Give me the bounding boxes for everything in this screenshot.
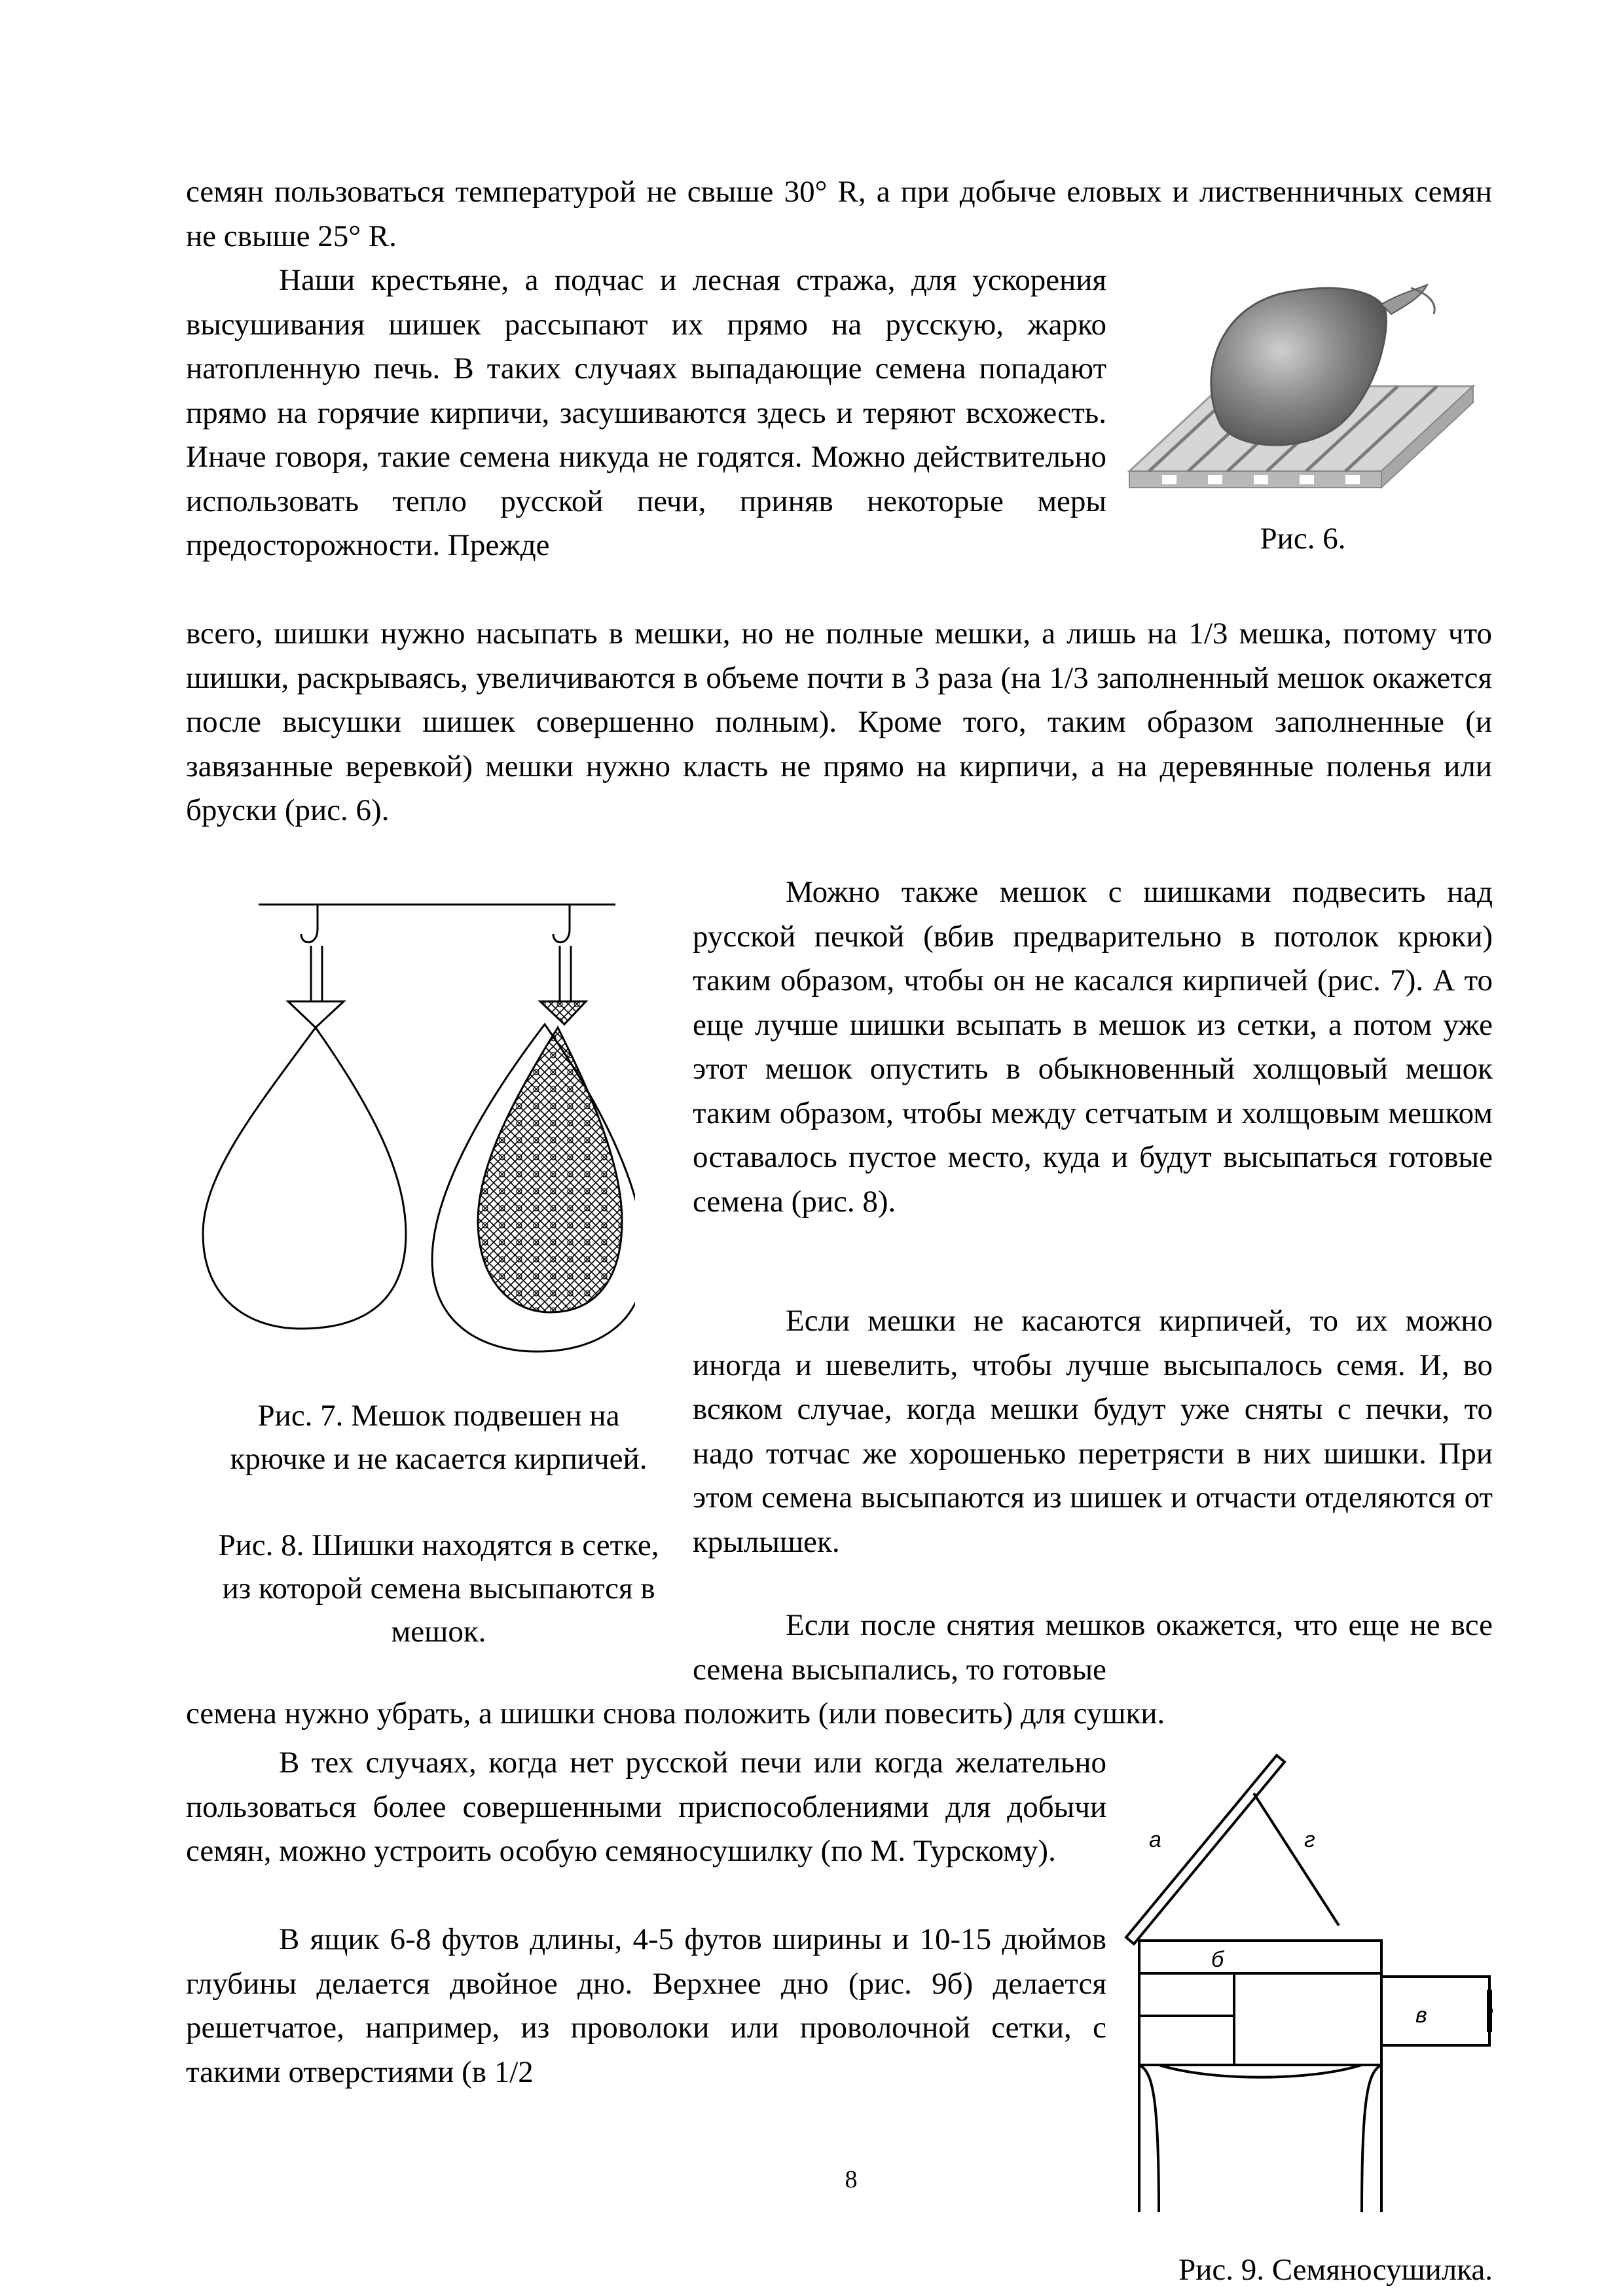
figure-9-caption: Рис. 9. Семяносушилка. <box>1178 2253 1493 2287</box>
label-v: в <box>1415 2003 1427 2028</box>
paragraph-4: Можно также мешок с шишками подвесить над русской печкой (вбив предварительно в потолок крюки) таким образом, чтобы он не касался кирпичей (рис. 7). А то еще лучше шишки всыпать в мешок из сетки, а потом уже этот мешок опустить в обыкновенный холщовый мешок таким образом, чтобы между сетчатым и холщовым мешком оставалось пустое место, куда и будут высыпаться готовые семена (рис. 8). <box>693 875 1493 1219</box>
paragraph-7: семена нужно убрать, а шишки снова положить (или повесить) для сушки. <box>186 1696 1165 1731</box>
paragraph-1: семян пользоваться температурой не свыше 30° R, а при добыче еловых и лиственничных семян не свыше 25° R. <box>186 175 1492 253</box>
figure-8-caption: Рис. 8. Шишки находятся в сетке, из которой семена высыпаются в мешок. <box>218 1528 659 1649</box>
figure-6 <box>1123 275 1476 517</box>
figure-7-caption: Рис. 7. Мешок подвешен на крючке и не касается кирпичей. <box>230 1399 647 1476</box>
paragraph-8: В тех случаях, когда нет русской печи или когда желательно пользоваться более совершенными приспособлениями для добычи семян, можно устроить особую семяносушилку (по М. Турскому). <box>186 1746 1106 1868</box>
paragraph-5: Если мешки не касаются кирпичей, то их можно иногда и шевелить, чтобы лучше высыпалось семя. И, во всяком случае, когда мешки будут уже сняты с печки, то надо тотчас же хорошенько перетрясти в них шишки. При этом семена высыпаются из шишек и отчасти отделяются от крылышек. <box>693 1304 1493 1559</box>
figure-9 <box>1113 1741 1493 2219</box>
bag-on-hook-icon <box>203 905 406 1329</box>
figure-7-8 <box>177 893 635 1365</box>
net-bag-in-sack-icon <box>432 905 635 1352</box>
paragraph-2: Наши крестьяне, а подчас и лесная стража, для ускорения высушивания шишек рассыпают их прямо на русскую, жарко натопленную печь. В таких случаях выпадающие семена попадают прямо на горячие кирпичи, засушиваются здесь и теряют всхожесть. Иначе говоря, такие семена никуда не годятся. Можно действительно использовать тепло русской печи, приняв некоторые меры предосторожности. Прежде <box>186 263 1106 562</box>
label-g: г <box>1304 1827 1315 1852</box>
paragraph-3: всего, шишки нужно насыпать в мешки, но не полные мешки, а лишь на 1/3 мешка, потому что шишки, раскрываясь, увеличиваются в объеме почти в 3 раза (на 1/3 заполненный мешок окажется после высушки шишек совершенно полным). Кроме того, таким образом заполненные (и завязанные веревкой) мешки нужно класть не прямо на кирпичи, а на деревянные поленья или бруски (рис. 6). <box>186 617 1492 827</box>
bag-on-slats-illustration <box>1123 275 1476 517</box>
paragraph-6: Если после снятия мешков окажется, что еще не все семена высыпались, то готовые <box>693 1608 1493 1687</box>
paragraph-9: В ящик 6-8 футов длины, 4-5 футов ширины и 10-15 дюймов глубины делается двойное дно. Верхнее дно (рис. 9б) делается решетчатое, например, из проволоки или проволочной сетки, с такими отверстиями (в 1/2 <box>186 1922 1106 2089</box>
page-number: 8 <box>845 2166 858 2193</box>
hanging-bags-illustration <box>177 893 635 1365</box>
figure-6-caption: Рис. 6. <box>1260 522 1346 556</box>
seed-dryer-diagram <box>1113 1741 1493 2219</box>
label-a: а <box>1149 1827 1161 1852</box>
label-b: б <box>1211 1947 1224 1972</box>
